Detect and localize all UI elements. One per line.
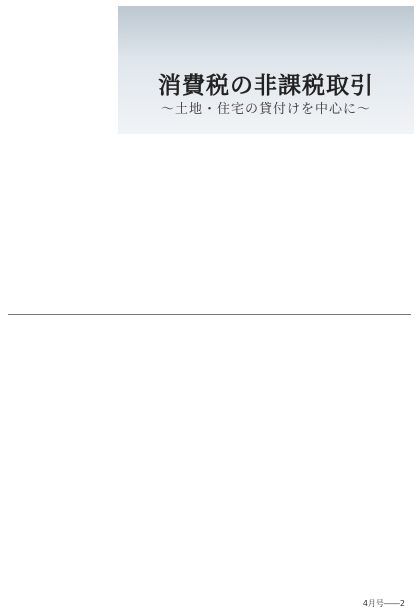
intro-text (238, 141, 414, 200)
article-title: 消費税の非課税取引 (158, 72, 374, 99)
lower-text-block (8, 318, 416, 601)
divider-rule (8, 314, 411, 315)
article-subtitle: 〜土地・住宅の貸付けを中心に〜 (160, 102, 371, 117)
header-banner (118, 6, 414, 134)
page-number: 4月号――2 (362, 599, 405, 608)
